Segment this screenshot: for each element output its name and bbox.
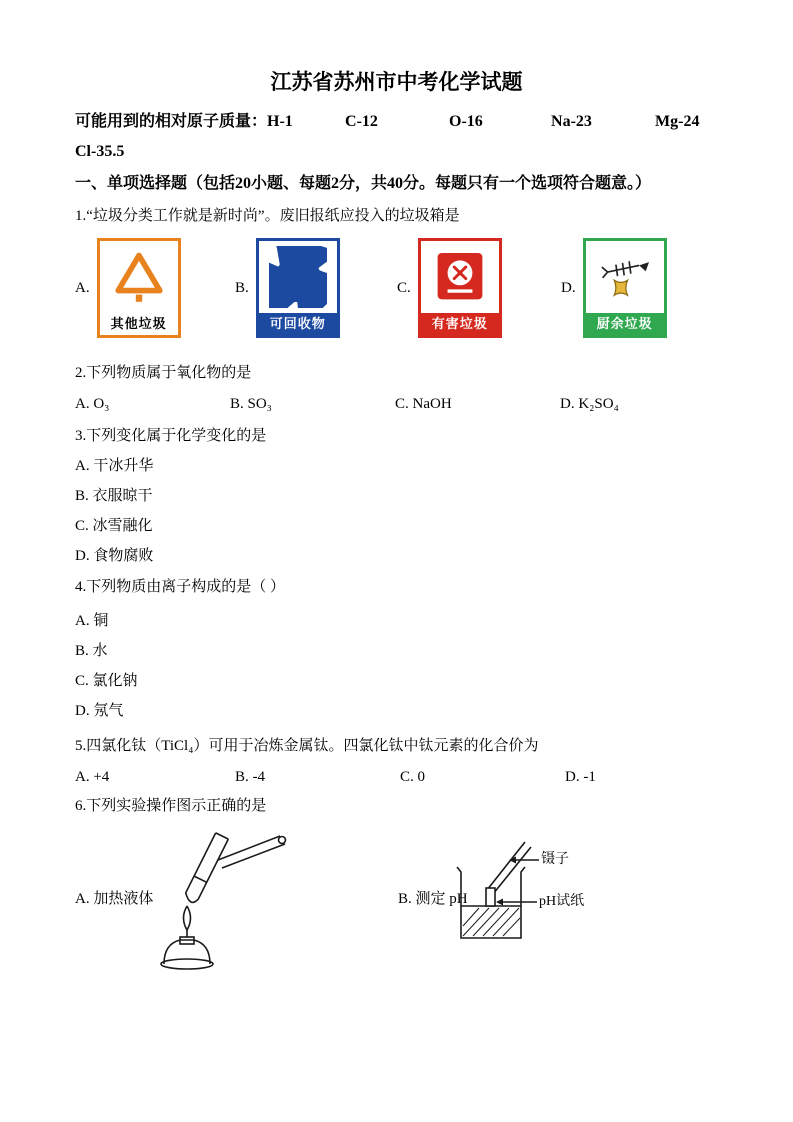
q2-option-c: C. NaOH [395, 396, 452, 412]
q1-option-c-letter: C. [397, 279, 411, 296]
atomic-masses-line [75, 110, 718, 134]
q1-option-d-letter: D. [561, 279, 576, 296]
leader-arrowhead [496, 899, 503, 906]
q1-option-a-letter: A. [75, 279, 90, 296]
q4-option-a: A. 铜 [75, 613, 109, 629]
q2-options-row [75, 392, 718, 416]
q4-option-d: D. 氖气 [75, 703, 124, 719]
q1-option-b-letter: B. [235, 279, 249, 296]
question-6-text: 6.下列实验操作图示正确的是 [75, 798, 267, 814]
q6-figures [75, 830, 718, 980]
q1-option-c [397, 236, 502, 340]
hazardous-icon-area [421, 241, 499, 313]
recycle-arrows-icon [269, 246, 327, 308]
other-waste-icon-area [100, 241, 178, 313]
atomic-mass-cl: Cl-35.5 [75, 143, 125, 160]
other-waste-icon [111, 246, 167, 308]
question-4-text: 4.下列物质由离子构成的是（ ） [75, 579, 286, 595]
q5-option-b: B. -4 [235, 769, 265, 785]
recyclable-icon-area [259, 241, 337, 313]
question-5-text: 5.四氯化钛（TiCl₄）可用于冶炼金属钛。四氯化钛中钛元素的化合价为 [75, 738, 539, 754]
tweezers [487, 842, 525, 890]
q1-option-d [561, 236, 667, 340]
atomic-mass-h: H-1 [267, 113, 293, 130]
lamp-base [161, 959, 213, 969]
q3-option-b: B. 衣服晾干 [75, 488, 153, 504]
q2-option-b: B. SO₃ [230, 396, 272, 412]
q2-option-d: D. K₂SO₄ [560, 396, 619, 412]
heating-liquid-figure [130, 830, 295, 970]
other-waste-box [97, 238, 181, 338]
q2-option-a: A. O₃ [75, 396, 110, 412]
liquid-level [194, 876, 207, 882]
q3-option-c: C. 冰雪融化 [75, 518, 153, 534]
tweezers-label: 镊子 [541, 852, 569, 867]
q5-options-row [75, 765, 718, 789]
atomic-mass-mg: Mg-24 [655, 113, 700, 130]
hazardous-waste-icon [431, 248, 489, 306]
atomic-mass-o: O-16 [449, 113, 483, 130]
kitchen-waste-icon-area [586, 241, 664, 313]
section-header: 一、单项选择题（包括20小题、每题2分，共40分。每题只有一个选项符合题意。） [75, 175, 652, 192]
q1-option-b [235, 236, 340, 340]
fishbone-apple-core-icon [596, 247, 654, 307]
flame [184, 906, 191, 930]
other-waste-caption: 其他垃圾 [100, 313, 178, 335]
q5-option-c: C. 0 [400, 769, 426, 785]
atomic-mass-c: C-12 [345, 113, 378, 130]
q1-options-row [75, 236, 718, 340]
recyclable-box [256, 238, 340, 338]
question-3-text: 3.下列变化属于化学变化的是 [75, 428, 267, 444]
recyclable-caption: 可回收物 [259, 313, 337, 335]
q3-option-a: A. 干冰升华 [75, 458, 154, 474]
atomic-mass-na: Na-23 [551, 113, 592, 130]
kitchen-waste-caption: 厨余垃圾 [586, 313, 664, 335]
q4-option-c: C. 氯化钠 [75, 673, 138, 689]
question-2-text: 2.下列物质属于氧化物的是 [75, 365, 252, 381]
q5-option-a: A. +4 [75, 769, 110, 785]
q6-option-b-caption: B. 测定 pH [398, 891, 468, 907]
hazardous-caption: 有害垃圾 [421, 313, 499, 335]
liquid-hatching [463, 908, 520, 936]
ph-paper-strip [486, 888, 495, 906]
q4-option-b: B. 水 [75, 643, 108, 659]
q5-option-d: D. -1 [565, 769, 596, 785]
question-1-text: 1.“垃圾分类工作就是新时尚”。废旧报纸应投入的垃圾箱是 [75, 208, 460, 224]
ph-paper-label: pH试纸 [539, 894, 585, 909]
atomic-masses-label: 可能用到的相对原子质量： [75, 113, 268, 130]
page-title: 江苏省苏州市中考化学试题 [270, 70, 523, 94]
hazardous-box [418, 238, 502, 338]
q3-option-d: D. 食物腐败 [75, 548, 154, 564]
kitchen-waste-box [583, 238, 667, 338]
q6-option-a-caption: A. 加热液体 [75, 891, 154, 907]
q1-option-a [75, 236, 181, 340]
